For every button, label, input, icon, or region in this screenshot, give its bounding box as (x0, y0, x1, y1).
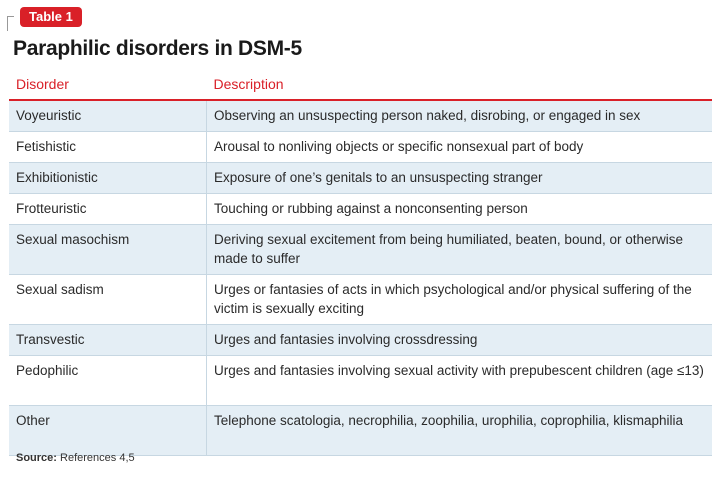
table-row (9, 194, 712, 225)
paraphilic-disorders-table (9, 72, 712, 456)
disorder-cell: Transvestic (9, 325, 207, 356)
description-cell: Observing an unsuspecting person naked, disrobing, or engaged in sex (207, 100, 713, 132)
description-cell: Deriving sexual excitement from being humiliated, beaten, bound, or otherwise made to suffer (207, 225, 713, 275)
column-header-disorder: Disorder (9, 72, 207, 100)
table-row (9, 325, 712, 356)
source-label: Source: (16, 452, 57, 464)
disorder-cell: Voyeuristic (9, 100, 207, 132)
disorder-cell: Other (9, 406, 207, 456)
source-text: References 4,5 (56, 452, 135, 464)
description-cell: Telephone scatologia, necrophilia, zoophilia, urophilia, coprophilia, klismaphilia (207, 406, 713, 456)
description-cell: Touching or rubbing against a nonconsenting person (207, 194, 713, 225)
description-cell: Urges or fantasies of acts in which psychological and/or physical suffering of the victim is sexually exciting (207, 275, 713, 325)
disorder-cell: Sexual masochism (9, 225, 207, 275)
table-row (9, 225, 712, 275)
description-cell: Arousal to nonliving objects or specific nonsexual part of body (207, 132, 713, 163)
disorder-cell: Sexual sadism (9, 275, 207, 325)
disorder-cell: Frotteuristic (9, 194, 207, 225)
table-row (9, 356, 712, 406)
disorder-cell: Exhibitionistic (9, 163, 207, 194)
table-row (9, 406, 712, 456)
table-row (9, 132, 712, 163)
disorder-cell: Pedophilic (9, 356, 207, 406)
table-number-badge: Table 1 (20, 7, 82, 27)
title-bracket (7, 16, 14, 31)
table-header-row (9, 72, 712, 100)
table-row (9, 275, 712, 325)
column-header-description: Description (207, 72, 713, 100)
description-cell: Exposure of one’s genitals to an unsuspecting stranger (207, 163, 713, 194)
description-cell: Urges and fantasies involving crossdressing (207, 325, 713, 356)
disorder-cell: Fetishistic (9, 132, 207, 163)
table-row (9, 163, 712, 194)
source-note (16, 452, 135, 464)
description-cell: Urges and fantasies involving sexual activity with prepubescent children (age ≤13) (207, 356, 713, 406)
table-title: Paraphilic disorders in DSM-5 (13, 37, 302, 60)
table-row (9, 100, 712, 132)
